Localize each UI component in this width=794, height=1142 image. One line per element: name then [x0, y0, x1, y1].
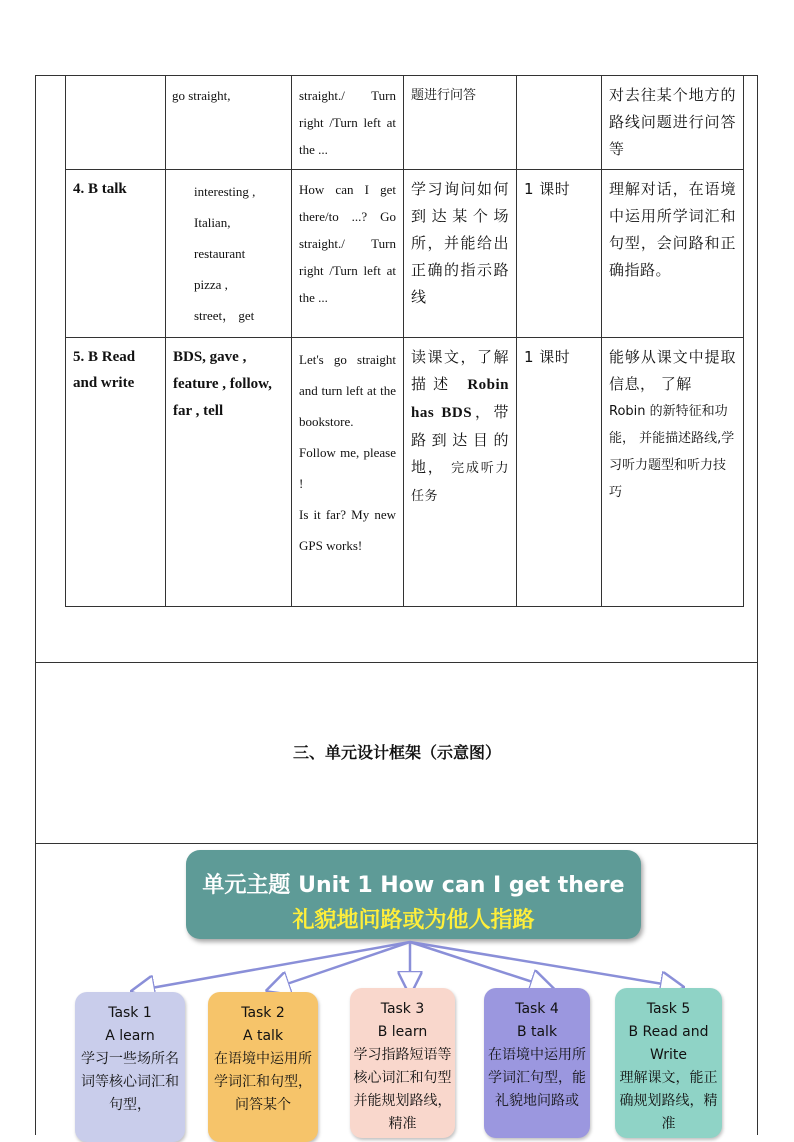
goal-part: ，带路到达目的地， [411, 403, 509, 476]
goal-text: 学习询问如何到达某个场所，并能给出正确的指示路线 [411, 180, 509, 306]
sentence-item: Follow me, please ! [299, 445, 396, 491]
task-description: 在语境中运用所学词汇句型，能礼貌地问路或 [488, 1047, 586, 1109]
lesson-cell [66, 76, 166, 170]
arrow-to-task5 [410, 942, 675, 986]
hours-text: 1 课时 [524, 348, 571, 366]
arrow-to-task1 [140, 942, 410, 990]
goal-part: 读课文，了解描述 [411, 348, 509, 393]
goal-text: 题进行问答 [411, 88, 477, 103]
objective-cell [602, 76, 744, 170]
sentences-text: straight./ Turn right /Turn left at the ... [299, 88, 396, 157]
sentences-cell [292, 170, 404, 338]
task-card-4 [484, 988, 590, 1138]
sentences-list [299, 344, 396, 561]
hours-cell [517, 76, 602, 170]
task-title: Task 3 [380, 1001, 425, 1017]
arrow-to-task2 [275, 942, 410, 988]
lesson-label: 5. B Read and write [73, 349, 136, 391]
words-text: go straight, [172, 88, 231, 103]
task-subtitle: A talk [242, 1028, 284, 1044]
goal-cell [404, 338, 517, 607]
sentences-cell [292, 338, 404, 607]
theme-subtitle: 礼貌地问路或为他人指路 [292, 908, 535, 933]
goal-cell [404, 76, 517, 170]
task-title: Task 2 [241, 1005, 285, 1021]
goal-part: 完成听力任务 [411, 461, 509, 504]
word-item: Italian, [194, 215, 231, 230]
task-title: Task 5 [646, 1001, 691, 1017]
unit-theme-box [186, 850, 641, 939]
task-subtitle: B Read and Write [628, 1024, 709, 1063]
task-description: 在语境中运用所学词汇和句型，问答某个 [214, 1051, 312, 1113]
table-row [66, 76, 744, 170]
words-cell [166, 338, 292, 607]
words-text: BDS, gave , feature , follow, far , tell [173, 349, 272, 419]
goal-part: Robin has BDS [411, 377, 509, 421]
goal-text [411, 344, 509, 510]
task-card-1 [75, 992, 185, 1142]
word-item: restaurant [194, 246, 246, 261]
divider-line [35, 662, 758, 663]
hours-cell [517, 170, 602, 338]
theme-title: 单元主题 Unit 1 How can I get there [202, 873, 625, 898]
section-title: 三、单元设计框架（示意图） [292, 743, 501, 762]
objective-cell [602, 170, 744, 338]
task-title: Task 1 [108, 1005, 152, 1021]
task-subtitle: A learn [105, 1028, 155, 1044]
task-title: Task 4 [515, 1001, 559, 1017]
sentence-item: Is it far? My new GPS works! [299, 507, 396, 553]
lesson-cell [66, 170, 166, 338]
table-row [66, 338, 744, 607]
lesson-cell [66, 338, 166, 607]
objective-text: 理解对话，在语境中运用所学词汇和句型，会问路和正确指路。 [609, 180, 736, 279]
task-description: 学习一些场所名词等核心词汇和句型， [81, 1051, 179, 1113]
objective-text: Robin 的新特征和功能， 并能描述路线,学习听力题型和听力技巧 [609, 404, 735, 500]
task-card-3 [350, 988, 455, 1138]
word-item: interesting , [194, 184, 256, 199]
word-item: pizza , [194, 277, 228, 292]
divider-line [35, 843, 758, 844]
table-row [66, 170, 744, 338]
objective-text: 对去往某个地方的路线问题进行问答等 [609, 86, 736, 158]
words-cell [166, 170, 292, 338]
task-description: 理解课文，能正确规划路线，精准 [619, 1070, 718, 1132]
task-subtitle: B learn [377, 1024, 428, 1040]
unit-plan-table [65, 75, 744, 607]
sentence-item: Let's go straight and turn left at the bookstore. [299, 352, 396, 429]
word-item: street， get [194, 308, 255, 323]
hours-cell [517, 338, 602, 607]
lesson-label: 4. B talk [73, 181, 127, 197]
words-cell [166, 76, 292, 170]
objective-text: 能够从课文中提取信息， 了解 [609, 348, 736, 393]
task-card-5 [615, 988, 722, 1138]
words-list [194, 176, 284, 331]
arrow-to-task4 [410, 942, 545, 986]
sentences-text: How can I get there/to ...? Go straight./ Turn right /Turn left at the ... [299, 182, 396, 305]
task-subtitle: B talk [516, 1024, 558, 1040]
goal-cell [404, 170, 517, 338]
hours-text: 1 课时 [524, 180, 571, 198]
sentences-cell [292, 76, 404, 170]
task-card-2 [208, 992, 318, 1142]
task-description: 学习指路短语等核心词汇和句型并能规划路线，精准 [353, 1047, 452, 1132]
objective-cell [602, 338, 744, 607]
